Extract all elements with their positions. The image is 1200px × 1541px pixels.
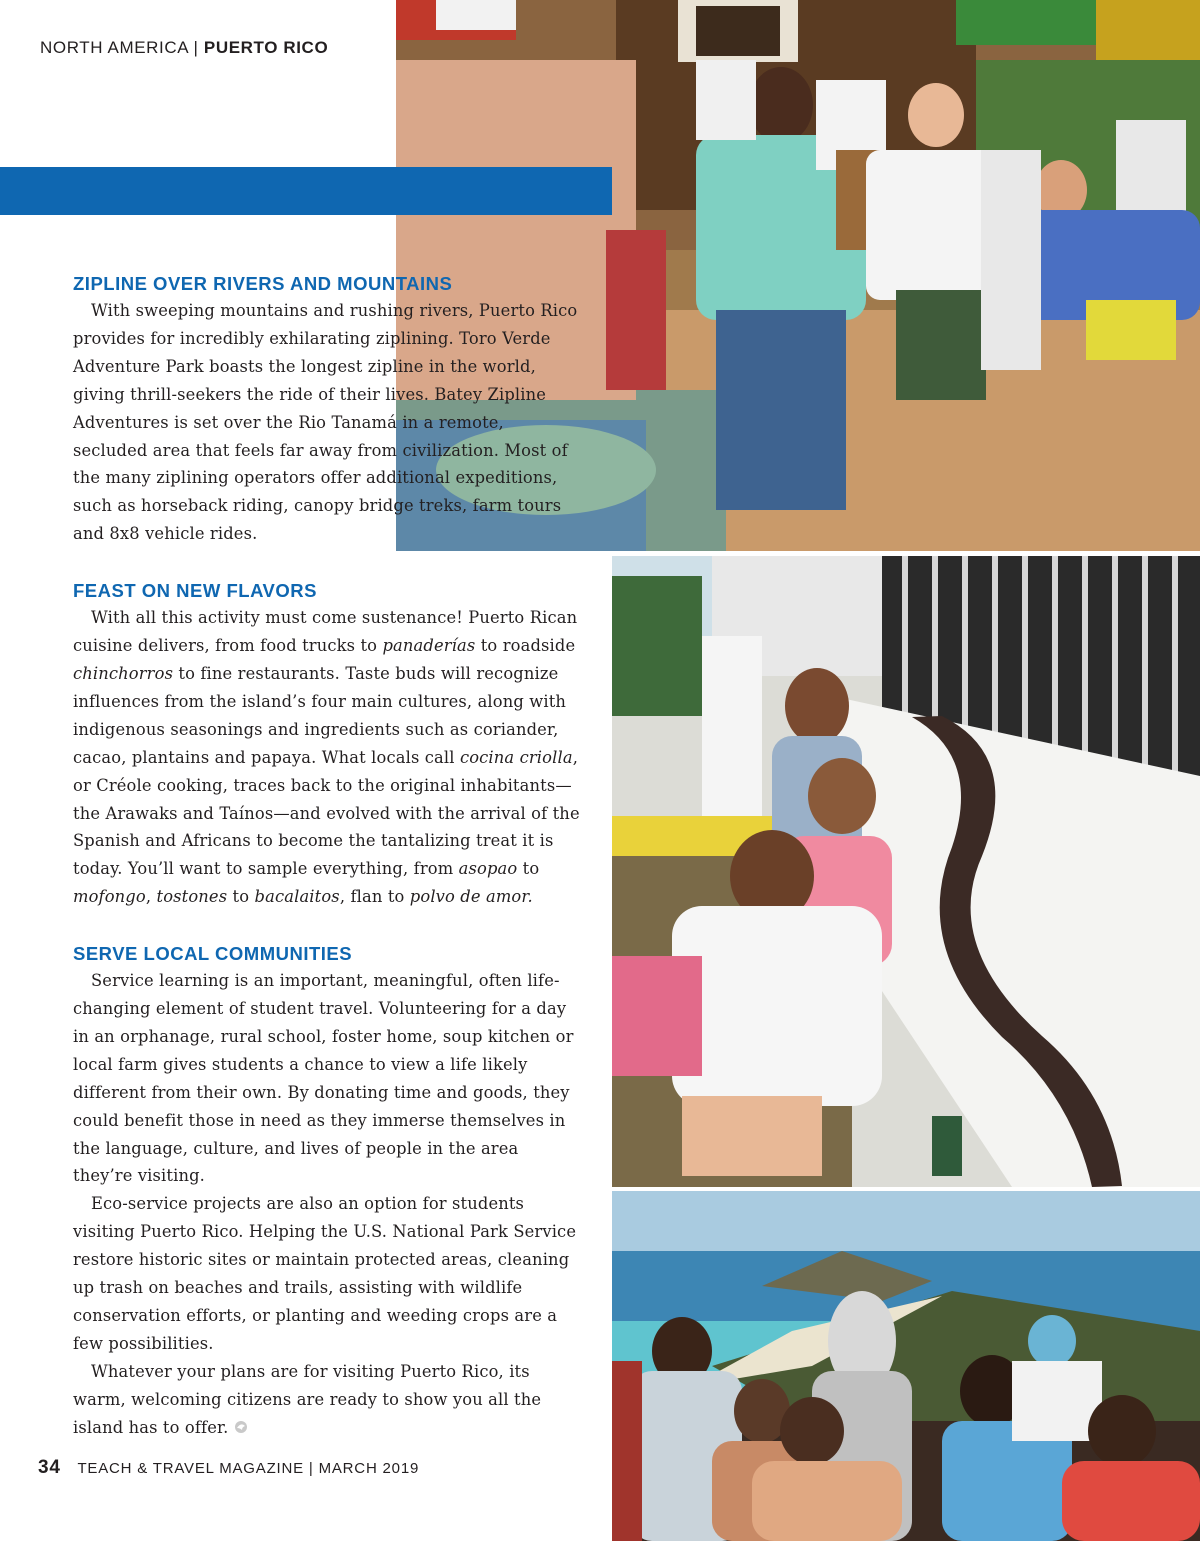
italic-term: panaderías (382, 636, 476, 656)
italic-term: chinchorros (73, 663, 174, 683)
paragraph-closing (73, 1358, 581, 1442)
section-title-flavors: FEAST ON NEW FLAVORS (73, 580, 317, 602)
issue-date: MARCH 2019 (318, 1460, 420, 1477)
article-body (73, 270, 581, 1442)
italic-term: tostones (156, 887, 228, 907)
paragraph: Eco-service projects are also an option for students visiting Puerto Rico. Helping the U.S. National Park Service restore historic sites or maintain protected areas, cleaning up trash on beaches and trails, assisting with wildlife conservation efforts, or planting and weeding crops are a few possibilities. (73, 1194, 577, 1353)
section-title-zipline: ZIPLINE OVER RIVERS AND MOUNTAINS (73, 273, 453, 294)
end-of-article-icon (234, 1420, 248, 1434)
closing-text: Whatever your plans are for visiting Puerto Rico, its warm, welcoming citizens are ready to show you all the island has to offer. (73, 1361, 542, 1437)
publication-name: TEACH & TRAVEL MAGAZINE | (77, 1460, 314, 1477)
section-title-communities: SERVE LOCAL COMMUNITIES (73, 943, 353, 965)
running-header (40, 38, 328, 58)
italic-term: cocina criolla (459, 747, 573, 767)
header-region: NORTH AMERICA | (40, 38, 199, 57)
italic-term: mofongo (73, 887, 146, 907)
header-country: PUERTO RICO (203, 38, 329, 57)
paragraph: Service learning is an important, meaningful, often life-changing element of student travel. Volunteering for a day in an orphanage, rural school, foster home, soup kitchen or local farm gives students a chance to view a life likely different from their own. By donating time and goods, they could benefit those in need as they immerse themselves in the language, culture, and lives of people in the area they’re visiting. (73, 971, 574, 1186)
photo-coastal-overlook (612, 1191, 1200, 1541)
italic-term: bacalaitos (254, 887, 340, 907)
italic-term: asopao (458, 859, 518, 879)
paragraph: With sweeping mountains and rushing rivers, Puerto Rico provides for incredibly exhilarating ziplining. Toro Verde Adventure Park boasts the longest zipline in the world, giving thrill-seekers the ride of their lives. Batey Zipline Adventures is set over the Rio Tanamá in a remote, secluded area that feels far away from civilization. Most of the many ziplining operators offer additional expeditions, such as horseback riding, canopy bridge treks, farm tours and 8x8 vehicle rides. (73, 301, 578, 544)
paragraph: With all this activity must come sustenance! Puerto Rican cuisine delivers, from food trucks to panaderías to roadside chinchorros to fine restaurants. Taste buds will recognize influences from the island’s four main cultures, along with indigenous seasonings and ingredients such as coriander, cacao, plantains and papaya. What locals call cocina criolla, or Créole cooking, traces back to the original inhabitants—the Arawaks and Taínos—and evolved with the arrival of the Spanish and Africans to become the tantalizing treat it is today. You’ll want to sample everything, from asopao to mofongo, tostones to bacalaitos, flan to polvo de amor. (73, 608, 580, 907)
page-number: 34 (38, 1457, 61, 1478)
italic-term: polvo de amor. (409, 887, 533, 907)
page-footer (38, 1457, 419, 1479)
photo-mural-painting (612, 556, 1200, 1187)
accent-bar (0, 167, 612, 215)
